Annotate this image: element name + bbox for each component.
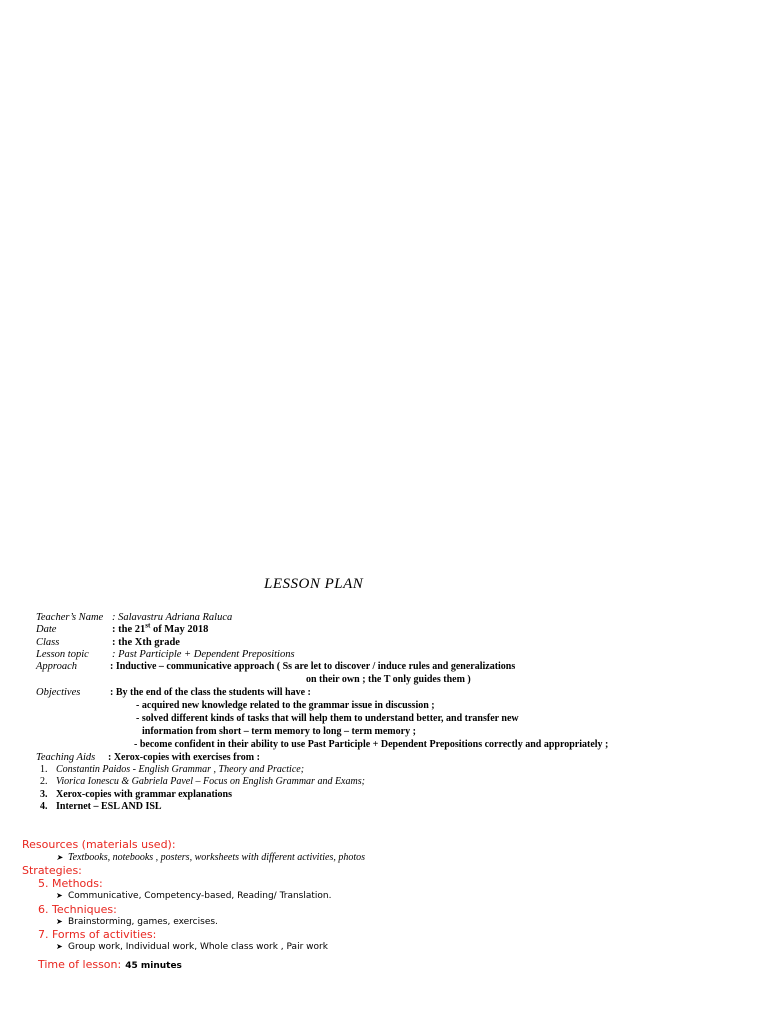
arrowhead-bullet-icon: ➤ xyxy=(56,917,63,926)
resources-item-text: Textbooks, notebooks , posters, worksheets with different activities, photos xyxy=(68,852,366,863)
teacher-value: : Salavastru Adriana Raluca xyxy=(112,612,233,623)
arrowhead-bullet-icon: ➤ xyxy=(56,891,63,900)
forms-item xyxy=(56,942,328,952)
arrowhead-bullet-icon: ➤ xyxy=(56,853,63,862)
objective-item: - acquired new knowledge related to the grammar issue in discussion ; xyxy=(136,700,435,711)
methods-item-text: Communicative, Competency-based, Reading/ Translation. xyxy=(68,891,332,901)
techniques-item-text: Brainstorming, games, exercises. xyxy=(68,917,218,927)
resources-item xyxy=(56,852,365,863)
class-label: Class xyxy=(36,637,60,648)
date-value xyxy=(112,621,209,635)
teaching-aid-number: 3. xyxy=(40,789,48,800)
objective-item: information from short – term memory to long – term memory ; xyxy=(142,726,416,737)
resources-heading: Resources (materials used): xyxy=(22,838,176,851)
date-colon: : xyxy=(112,624,116,635)
teaching-aid-number: 4. xyxy=(40,801,48,812)
teaching-aids-value: : Xerox-copies with exercises from : xyxy=(108,752,260,763)
approach-line2: on their own ; the T only guides them ) xyxy=(306,674,471,685)
teaching-aid-text: Viorica Ionescu & Gabriela Pavel – Focus on English Grammar and Exams; xyxy=(56,776,365,787)
page-title: LESSON PLAN xyxy=(264,576,364,592)
approach-line1: : Inductive – communicative approach ( Ss are let to discover / induce rules and generalizations xyxy=(110,661,516,672)
time-heading: Time of lesson: xyxy=(38,958,122,971)
teaching-aids-label: Teaching Aids xyxy=(36,752,96,763)
strategies-heading: Strategies: xyxy=(22,864,82,877)
objectives-label: Objectives xyxy=(36,687,81,698)
date-post: of May 2018 xyxy=(152,624,209,635)
methods-item xyxy=(56,891,331,901)
forms-heading: 7. Forms of activities: xyxy=(38,928,157,941)
lesson-topic-label: Lesson topic xyxy=(36,649,89,660)
teaching-aid-text: Xerox-copies with grammar explanations xyxy=(56,789,233,800)
teaching-aid-number: 2. xyxy=(40,776,48,787)
time-of-lesson xyxy=(38,955,182,973)
techniques-heading: 6. Techniques: xyxy=(38,903,117,916)
lesson-topic-value: : Past Participle + Dependent Prepositions xyxy=(112,649,295,660)
date-pre: the 21 xyxy=(118,624,146,635)
techniques-item xyxy=(56,917,218,927)
approach-label: Approach xyxy=(36,661,78,672)
forms-item-text: Group work, Individual work, Whole class work , Pair work xyxy=(68,942,328,952)
teacher-label: Teacher’s Name xyxy=(36,612,104,623)
time-value: 45 minutes xyxy=(125,961,182,971)
teaching-aid-text: Internet – ESL AND ISL xyxy=(56,801,162,812)
teaching-aid-number: 1. xyxy=(40,764,48,775)
objective-item: - become confident in their ability to use Past Participle + Dependent Prepositions correctly and appropriately ; xyxy=(134,739,609,750)
objective-item: - solved different kinds of tasks that will help them to understand better, and transfer new xyxy=(136,713,519,724)
date-sup: st xyxy=(145,621,151,630)
objectives-intro: : By the end of the class the students will have : xyxy=(110,687,311,698)
date-label: Date xyxy=(36,624,57,635)
methods-heading: 5. Methods: xyxy=(38,877,103,890)
arrowhead-bullet-icon: ➤ xyxy=(56,942,63,951)
teaching-aid-text: Constantin Paidos - English Grammar , Theory and Practice; xyxy=(56,764,305,775)
class-value: : the Xth grade xyxy=(112,637,180,648)
